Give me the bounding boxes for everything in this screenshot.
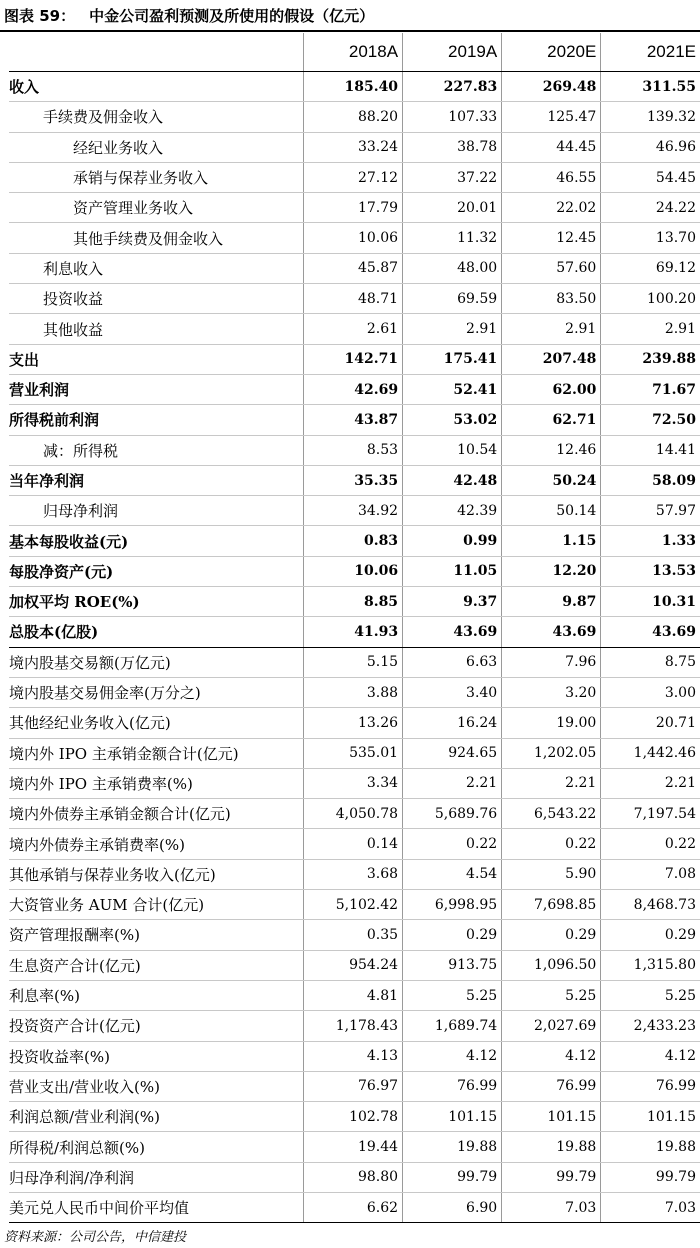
table-row bbox=[9, 738, 700, 768]
row-label: 经纪业务收入 bbox=[9, 132, 303, 162]
value-cell-2018a: 19.44 bbox=[303, 1132, 402, 1162]
row-label: 营业支出/营业收入(%) bbox=[9, 1071, 303, 1101]
table-row bbox=[9, 799, 700, 829]
value-cell-2019a: 2.21 bbox=[403, 768, 502, 798]
value-cell-2019a: 4.54 bbox=[403, 859, 502, 889]
table-row bbox=[9, 465, 700, 495]
value-cell-2021e: 100.20 bbox=[601, 284, 700, 314]
value-cell-2020e: 50.14 bbox=[502, 496, 601, 526]
value-cell-2021e: 24.22 bbox=[601, 193, 700, 223]
forecast-table bbox=[9, 33, 700, 1223]
value-cell-2020e: 9.87 bbox=[502, 587, 601, 617]
value-cell-2019a: 3.40 bbox=[403, 677, 502, 707]
value-cell-2019a: 1,689.74 bbox=[403, 1011, 502, 1041]
table-row bbox=[9, 72, 700, 102]
value-cell-2020e: 6,543.22 bbox=[502, 799, 601, 829]
row-label: 境内股基交易额(万亿元) bbox=[9, 647, 303, 677]
header-year-2020e: 2020E bbox=[502, 33, 601, 72]
row-label: 加权平均 ROE(%) bbox=[9, 587, 303, 617]
value-cell-2021e: 0.22 bbox=[601, 829, 700, 859]
row-label: 支出 bbox=[9, 344, 303, 374]
figure-title bbox=[4, 4, 374, 28]
row-label: 其他经纪业务收入(亿元) bbox=[9, 708, 303, 738]
row-label: 投资收益 bbox=[9, 284, 303, 314]
value-cell-2019a: 5.25 bbox=[403, 980, 502, 1010]
value-cell-2018a: 88.20 bbox=[303, 102, 402, 132]
value-cell-2018a: 10.06 bbox=[303, 556, 402, 586]
value-cell-2020e: 43.69 bbox=[502, 617, 601, 647]
figure-number: 图表 59： bbox=[4, 7, 76, 25]
value-cell-2018a: 102.78 bbox=[303, 1102, 402, 1132]
table-row bbox=[9, 253, 700, 283]
table-row bbox=[9, 890, 700, 920]
value-cell-2019a: 6.90 bbox=[403, 1192, 502, 1222]
value-cell-2020e: 99.79 bbox=[502, 1162, 601, 1192]
value-cell-2020e: 62.71 bbox=[502, 405, 601, 435]
table-row bbox=[9, 556, 700, 586]
value-cell-2018a: 42.69 bbox=[303, 374, 402, 404]
table-row bbox=[9, 314, 700, 344]
row-label: 美元兑人民币中间价平均值 bbox=[9, 1192, 303, 1222]
table-row bbox=[9, 768, 700, 798]
value-cell-2020e: 22.02 bbox=[502, 193, 601, 223]
table-row bbox=[9, 617, 700, 647]
row-label: 资产管理报酬率(%) bbox=[9, 920, 303, 950]
value-cell-2018a: 535.01 bbox=[303, 738, 402, 768]
value-cell-2019a: 175.41 bbox=[403, 344, 502, 374]
value-cell-2020e: 5.25 bbox=[502, 980, 601, 1010]
row-label: 每股净资产(元) bbox=[9, 556, 303, 586]
value-cell-2018a: 0.83 bbox=[303, 526, 402, 556]
table-row bbox=[9, 1192, 700, 1222]
value-cell-2018a: 185.40 bbox=[303, 72, 402, 102]
value-cell-2019a: 227.83 bbox=[403, 72, 502, 102]
value-cell-2018a: 4,050.78 bbox=[303, 799, 402, 829]
value-cell-2021e: 8,468.73 bbox=[601, 890, 700, 920]
value-cell-2021e: 2,433.23 bbox=[601, 1011, 700, 1041]
value-cell-2019a: 0.99 bbox=[403, 526, 502, 556]
value-cell-2020e: 76.99 bbox=[502, 1071, 601, 1101]
source-note: 资料来源：公司公告，中信建投 bbox=[4, 1230, 187, 1245]
value-cell-2021e: 46.96 bbox=[601, 132, 700, 162]
value-cell-2018a: 142.71 bbox=[303, 344, 402, 374]
value-cell-2019a: 43.69 bbox=[403, 617, 502, 647]
value-cell-2020e: 5.90 bbox=[502, 859, 601, 889]
value-cell-2018a: 41.93 bbox=[303, 617, 402, 647]
value-cell-2019a: 9.37 bbox=[403, 587, 502, 617]
row-label: 利息率(%) bbox=[9, 980, 303, 1010]
value-cell-2018a: 3.68 bbox=[303, 859, 402, 889]
table-row bbox=[9, 496, 700, 526]
row-label: 投资资产合计(亿元) bbox=[9, 1011, 303, 1041]
value-cell-2019a: 2.91 bbox=[403, 314, 502, 344]
value-cell-2020e: 62.00 bbox=[502, 374, 601, 404]
table-row bbox=[9, 587, 700, 617]
value-cell-2018a: 6.62 bbox=[303, 1192, 402, 1222]
value-cell-2019a: 5,689.76 bbox=[403, 799, 502, 829]
value-cell-2021e: 76.99 bbox=[601, 1071, 700, 1101]
value-cell-2019a: 11.05 bbox=[403, 556, 502, 586]
row-label: 境内外债券主承销金额合计(亿元) bbox=[9, 799, 303, 829]
value-cell-2018a: 4.81 bbox=[303, 980, 402, 1010]
row-label: 生息资产合计(亿元) bbox=[9, 950, 303, 980]
value-cell-2021e: 311.55 bbox=[601, 72, 700, 102]
row-label: 基本每股收益(元) bbox=[9, 526, 303, 556]
table-row bbox=[9, 920, 700, 950]
value-cell-2021e: 10.31 bbox=[601, 587, 700, 617]
row-label: 归母净利润/净利润 bbox=[9, 1162, 303, 1192]
value-cell-2021e: 1.33 bbox=[601, 526, 700, 556]
value-cell-2019a: 4.12 bbox=[403, 1041, 502, 1071]
value-cell-2021e: 7.08 bbox=[601, 859, 700, 889]
value-cell-2020e: 125.47 bbox=[502, 102, 601, 132]
value-cell-2021e: 1,442.46 bbox=[601, 738, 700, 768]
row-label: 总股本(亿股) bbox=[9, 617, 303, 647]
table-row bbox=[9, 435, 700, 465]
table-row bbox=[9, 132, 700, 162]
header-year-2019a: 2019A bbox=[403, 33, 502, 72]
value-cell-2021e: 19.88 bbox=[601, 1132, 700, 1162]
value-cell-2018a: 4.13 bbox=[303, 1041, 402, 1071]
table-row bbox=[9, 950, 700, 980]
value-cell-2018a: 34.92 bbox=[303, 496, 402, 526]
value-cell-2020e: 46.55 bbox=[502, 162, 601, 192]
value-cell-2020e: 207.48 bbox=[502, 344, 601, 374]
value-cell-2020e: 0.29 bbox=[502, 920, 601, 950]
value-cell-2018a: 45.87 bbox=[303, 253, 402, 283]
table-row bbox=[9, 374, 700, 404]
value-cell-2019a: 99.79 bbox=[403, 1162, 502, 1192]
header-year-2021e: 2021E bbox=[601, 33, 700, 72]
value-cell-2020e: 1.15 bbox=[502, 526, 601, 556]
row-label: 大资管业务 AUM 合计(亿元) bbox=[9, 890, 303, 920]
value-cell-2019a: 20.01 bbox=[403, 193, 502, 223]
value-cell-2018a: 954.24 bbox=[303, 950, 402, 980]
value-cell-2018a: 27.12 bbox=[303, 162, 402, 192]
value-cell-2018a: 35.35 bbox=[303, 465, 402, 495]
value-cell-2018a: 10.06 bbox=[303, 223, 402, 253]
value-cell-2021e: 14.41 bbox=[601, 435, 700, 465]
value-cell-2019a: 16.24 bbox=[403, 708, 502, 738]
value-cell-2021e: 3.00 bbox=[601, 677, 700, 707]
value-cell-2019a: 10.54 bbox=[403, 435, 502, 465]
value-cell-2019a: 42.39 bbox=[403, 496, 502, 526]
table-row bbox=[9, 344, 700, 374]
value-cell-2018a: 2.61 bbox=[303, 314, 402, 344]
value-cell-2021e: 7,197.54 bbox=[601, 799, 700, 829]
value-cell-2018a: 43.87 bbox=[303, 405, 402, 435]
value-cell-2021e: 43.69 bbox=[601, 617, 700, 647]
value-cell-2021e: 5.25 bbox=[601, 980, 700, 1010]
value-cell-2019a: 107.33 bbox=[403, 102, 502, 132]
value-cell-2019a: 42.48 bbox=[403, 465, 502, 495]
row-label: 其他手续费及佣金收入 bbox=[9, 223, 303, 253]
value-cell-2020e: 57.60 bbox=[502, 253, 601, 283]
value-cell-2020e: 2.21 bbox=[502, 768, 601, 798]
table-body bbox=[9, 72, 700, 1223]
value-cell-2020e: 7.96 bbox=[502, 647, 601, 677]
value-cell-2019a: 53.02 bbox=[403, 405, 502, 435]
value-cell-2021e: 99.79 bbox=[601, 1162, 700, 1192]
table-row bbox=[9, 284, 700, 314]
value-cell-2018a: 98.80 bbox=[303, 1162, 402, 1192]
value-cell-2020e: 101.15 bbox=[502, 1102, 601, 1132]
value-cell-2019a: 52.41 bbox=[403, 374, 502, 404]
row-label: 承销与保荐业务收入 bbox=[9, 162, 303, 192]
row-label: 境内股基交易佣金率(万分之) bbox=[9, 677, 303, 707]
row-label: 所得税前利润 bbox=[9, 405, 303, 435]
value-cell-2020e: 50.24 bbox=[502, 465, 601, 495]
value-cell-2021e: 54.45 bbox=[601, 162, 700, 192]
value-cell-2020e: 83.50 bbox=[502, 284, 601, 314]
value-cell-2021e: 4.12 bbox=[601, 1041, 700, 1071]
row-label: 利润总额/营业利润(%) bbox=[9, 1102, 303, 1132]
value-cell-2020e: 3.20 bbox=[502, 677, 601, 707]
title-divider bbox=[0, 30, 700, 32]
value-cell-2019a: 6.63 bbox=[403, 647, 502, 677]
value-cell-2019a: 0.22 bbox=[403, 829, 502, 859]
value-cell-2019a: 48.00 bbox=[403, 253, 502, 283]
value-cell-2020e: 1,202.05 bbox=[502, 738, 601, 768]
value-cell-2020e: 12.20 bbox=[502, 556, 601, 586]
value-cell-2021e: 72.50 bbox=[601, 405, 700, 435]
value-cell-2018a: 8.85 bbox=[303, 587, 402, 617]
table-row bbox=[9, 223, 700, 253]
value-cell-2019a: 0.29 bbox=[403, 920, 502, 950]
table-row bbox=[9, 162, 700, 192]
value-cell-2018a: 33.24 bbox=[303, 132, 402, 162]
value-cell-2018a: 0.14 bbox=[303, 829, 402, 859]
value-cell-2020e: 19.88 bbox=[502, 1132, 601, 1162]
row-label: 收入 bbox=[9, 72, 303, 102]
value-cell-2018a: 17.79 bbox=[303, 193, 402, 223]
value-cell-2021e: 0.29 bbox=[601, 920, 700, 950]
value-cell-2019a: 76.99 bbox=[403, 1071, 502, 1101]
row-label: 境内外 IPO 主承销费率(%) bbox=[9, 768, 303, 798]
value-cell-2018a: 5,102.42 bbox=[303, 890, 402, 920]
value-cell-2018a: 0.35 bbox=[303, 920, 402, 950]
figure-caption: 中金公司盈利预测及所使用的假设（亿元） bbox=[89, 7, 375, 25]
table-row bbox=[9, 677, 700, 707]
value-cell-2019a: 37.22 bbox=[403, 162, 502, 192]
value-cell-2021e: 239.88 bbox=[601, 344, 700, 374]
value-cell-2018a: 48.71 bbox=[303, 284, 402, 314]
row-label: 所得税/利润总额(%) bbox=[9, 1132, 303, 1162]
value-cell-2018a: 1,178.43 bbox=[303, 1011, 402, 1041]
value-cell-2020e: 0.22 bbox=[502, 829, 601, 859]
value-cell-2018a: 3.88 bbox=[303, 677, 402, 707]
value-cell-2020e: 4.12 bbox=[502, 1041, 601, 1071]
value-cell-2020e: 19.00 bbox=[502, 708, 601, 738]
row-label: 营业利润 bbox=[9, 374, 303, 404]
value-cell-2021e: 20.71 bbox=[601, 708, 700, 738]
table-row bbox=[9, 1011, 700, 1041]
value-cell-2021e: 7.03 bbox=[601, 1192, 700, 1222]
value-cell-2021e: 58.09 bbox=[601, 465, 700, 495]
table-row bbox=[9, 193, 700, 223]
table-row bbox=[9, 1162, 700, 1192]
table-row bbox=[9, 708, 700, 738]
row-label: 其他承销与保荐业务收入(亿元) bbox=[9, 859, 303, 889]
row-label: 当年净利润 bbox=[9, 465, 303, 495]
value-cell-2018a: 8.53 bbox=[303, 435, 402, 465]
table-row bbox=[9, 829, 700, 859]
row-label: 其他收益 bbox=[9, 314, 303, 344]
row-label: 手续费及佣金收入 bbox=[9, 102, 303, 132]
value-cell-2019a: 19.88 bbox=[403, 1132, 502, 1162]
value-cell-2020e: 2,027.69 bbox=[502, 1011, 601, 1041]
table-row bbox=[9, 1132, 700, 1162]
value-cell-2019a: 101.15 bbox=[403, 1102, 502, 1132]
row-label: 境内外债券主承销费率(%) bbox=[9, 829, 303, 859]
value-cell-2020e: 7,698.85 bbox=[502, 890, 601, 920]
value-cell-2020e: 7.03 bbox=[502, 1192, 601, 1222]
value-cell-2021e: 8.75 bbox=[601, 647, 700, 677]
value-cell-2020e: 1,096.50 bbox=[502, 950, 601, 980]
value-cell-2018a: 5.15 bbox=[303, 647, 402, 677]
header-year-2018a: 2018A bbox=[303, 33, 402, 72]
value-cell-2020e: 2.91 bbox=[502, 314, 601, 344]
value-cell-2019a: 924.65 bbox=[403, 738, 502, 768]
value-cell-2021e: 13.70 bbox=[601, 223, 700, 253]
table-row bbox=[9, 1041, 700, 1071]
row-label: 投资收益率(%) bbox=[9, 1041, 303, 1071]
value-cell-2018a: 3.34 bbox=[303, 768, 402, 798]
value-cell-2021e: 2.91 bbox=[601, 314, 700, 344]
table-row bbox=[9, 405, 700, 435]
value-cell-2021e: 71.67 bbox=[601, 374, 700, 404]
value-cell-2019a: 11.32 bbox=[403, 223, 502, 253]
table-row bbox=[9, 1102, 700, 1132]
row-label: 利息收入 bbox=[9, 253, 303, 283]
value-cell-2020e: 12.46 bbox=[502, 435, 601, 465]
value-cell-2020e: 269.48 bbox=[502, 72, 601, 102]
table-row bbox=[9, 526, 700, 556]
value-cell-2018a: 13.26 bbox=[303, 708, 402, 738]
value-cell-2021e: 2.21 bbox=[601, 768, 700, 798]
value-cell-2019a: 38.78 bbox=[403, 132, 502, 162]
table-row bbox=[9, 1071, 700, 1101]
value-cell-2021e: 69.12 bbox=[601, 253, 700, 283]
value-cell-2021e: 13.53 bbox=[601, 556, 700, 586]
table-row bbox=[9, 859, 700, 889]
value-cell-2019a: 913.75 bbox=[403, 950, 502, 980]
value-cell-2020e: 44.45 bbox=[502, 132, 601, 162]
value-cell-2021e: 101.15 bbox=[601, 1102, 700, 1132]
value-cell-2018a: 76.97 bbox=[303, 1071, 402, 1101]
table-row bbox=[9, 102, 700, 132]
value-cell-2019a: 6,998.95 bbox=[403, 890, 502, 920]
value-cell-2020e: 12.45 bbox=[502, 223, 601, 253]
table-row bbox=[9, 980, 700, 1010]
header-label-cell bbox=[9, 33, 303, 72]
value-cell-2019a: 69.59 bbox=[403, 284, 502, 314]
row-label: 境内外 IPO 主承销金额合计(亿元) bbox=[9, 738, 303, 768]
table-row bbox=[9, 647, 700, 677]
row-label: 归母净利润 bbox=[9, 496, 303, 526]
value-cell-2021e: 1,315.80 bbox=[601, 950, 700, 980]
row-label: 减：所得税 bbox=[9, 435, 303, 465]
value-cell-2021e: 139.32 bbox=[601, 102, 700, 132]
header-row bbox=[9, 33, 700, 72]
value-cell-2021e: 57.97 bbox=[601, 496, 700, 526]
row-label: 资产管理业务收入 bbox=[9, 193, 303, 223]
